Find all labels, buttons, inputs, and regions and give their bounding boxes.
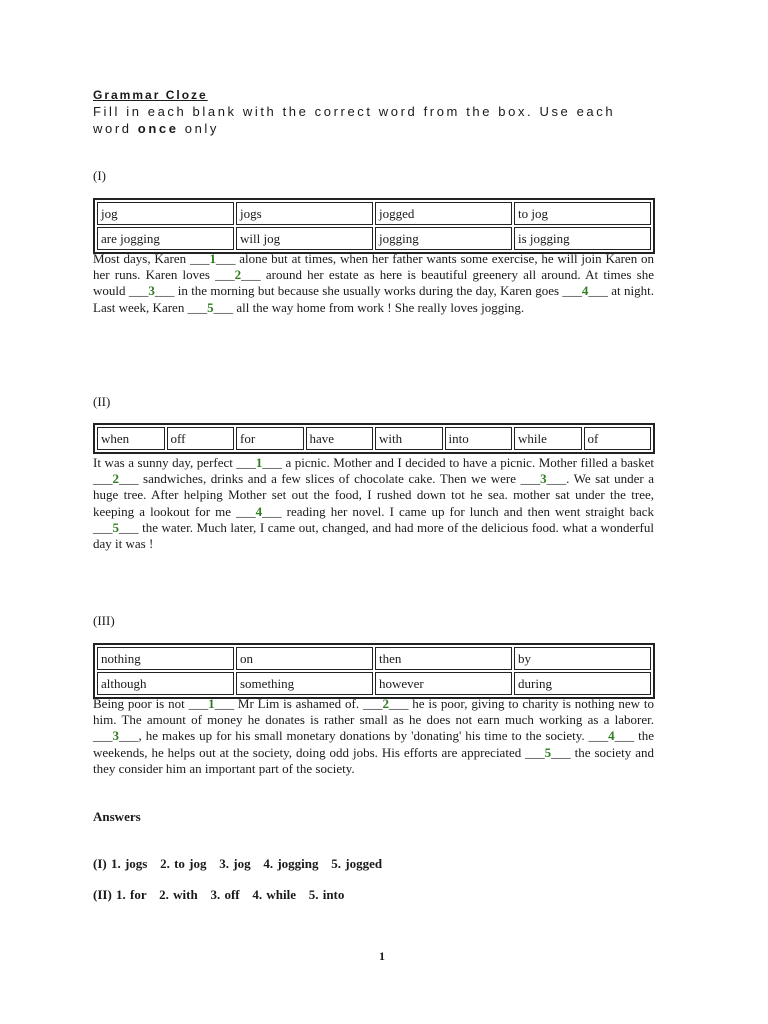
passage-text: alone but at times, when her father wants some exercise, he will join Karen on her runs. Karen loves xyxy=(93,251,654,283)
passage-text: around her estate as here is beautiful greenery all around. At times she would xyxy=(93,267,655,299)
word-box-2 xyxy=(93,423,655,454)
word-box-cell: jogs xyxy=(236,202,373,225)
cloze-passage-1 xyxy=(93,251,654,316)
cloze-passage-3 xyxy=(93,696,654,777)
blank: ___5___ xyxy=(187,299,234,315)
instructions-text-2: only xyxy=(178,121,220,136)
blank: ___3___ xyxy=(93,728,139,744)
section-label-1: (I) xyxy=(93,168,106,183)
word-box-3 xyxy=(93,643,655,699)
blank-number: 5 xyxy=(544,744,552,760)
answers-line-2: (II) 1. for 2. with 3. off 4. while 5. into xyxy=(93,887,345,902)
word-box-row xyxy=(97,672,651,695)
blank-number: 4 xyxy=(608,728,615,744)
instructions xyxy=(93,103,655,137)
blank: ___1___ xyxy=(189,251,236,266)
word-box-cell: during xyxy=(514,672,651,695)
answers-heading: Answers xyxy=(93,809,141,824)
blank-number: 3 xyxy=(540,471,547,487)
word-box-cell: are jogging xyxy=(97,227,234,250)
passage-text: It was a sunny day, perfect xyxy=(93,455,237,470)
word-box-cell: will jog xyxy=(236,227,373,250)
word-box-row xyxy=(97,227,651,250)
passage-text: all the way home from work ! She really loves jogging. xyxy=(233,299,525,315)
blank-number: 4 xyxy=(255,503,263,519)
word-box-cell: however xyxy=(375,672,512,695)
blank: ___5___ xyxy=(525,744,571,760)
answers-line-1: (I) 1. jogs 2. to jog 3. jog 4. jogging 5. jogged xyxy=(93,856,383,871)
passage-text: he is poor, giving to charity is nothing new to him. The amount of money he donates is rather small as he does not earn much working as a laborer. xyxy=(93,696,654,728)
blank-number: 1 xyxy=(209,251,216,266)
passage-text: the water. Much later, I came out, changed, and had more of the delicious food. what a wonderful day it was ! xyxy=(93,519,654,552)
blank-number: 3 xyxy=(148,283,155,299)
section-label-2: (II) xyxy=(93,394,111,409)
word-box-cell: jogged xyxy=(375,202,512,225)
word-box-row xyxy=(97,427,651,450)
word-box-cell: jogging xyxy=(375,227,512,250)
word-box-row xyxy=(97,647,651,670)
word-box-row xyxy=(97,202,651,225)
word-box-cell: to jog xyxy=(514,202,651,225)
cloze-passage-2 xyxy=(93,455,654,552)
word-box-cell: then xyxy=(375,647,512,670)
word-box-cell: off xyxy=(167,427,235,450)
blank: ___4___ xyxy=(562,283,608,299)
word-box-cell: nothing xyxy=(97,647,234,670)
passage-text: Being poor is not xyxy=(93,696,189,711)
blank: ___1___ xyxy=(236,455,282,470)
blank-number: 5 xyxy=(207,299,214,315)
instructions-text-1: Fill in each blank with the correct word from the box. Use each word xyxy=(93,104,616,136)
word-box-cell: with xyxy=(375,427,443,450)
instructions-emphasis: once xyxy=(137,121,179,136)
word-box-cell: when xyxy=(97,427,165,450)
word-box-cell: for xyxy=(236,427,304,450)
section-label-3: (III) xyxy=(93,613,115,628)
blank: ___3___ xyxy=(128,283,175,299)
word-box-cell: of xyxy=(584,427,652,450)
word-box-1 xyxy=(93,198,655,254)
word-box-cell: while xyxy=(514,427,582,450)
blank: ___3___ xyxy=(520,471,567,487)
blank-number: 3 xyxy=(112,728,119,744)
blank: ___2___ xyxy=(362,696,409,711)
blank: ___5___ xyxy=(93,519,139,535)
blank-number: 2 xyxy=(234,267,242,283)
word-box-cell: jog xyxy=(97,202,234,225)
word-box-cell: something xyxy=(236,672,373,695)
word-box-cell: into xyxy=(445,427,513,450)
passage-text: a picnic. Mother and I decided to have a picnic. Mother filled a basket xyxy=(281,455,655,470)
passage-text: in the morning but because she usually works during the day, Karen goes xyxy=(174,283,563,299)
word-box-cell: although xyxy=(97,672,234,695)
page-number: 1 xyxy=(379,949,385,963)
passage-text: , he makes up for his small monetary donations by 'donating' his time to the society. xyxy=(138,728,589,744)
blank: ___2___ xyxy=(215,267,261,283)
passage-text: Most days, Karen xyxy=(93,251,190,266)
passage-text: the society and they consider him an important part of the society. xyxy=(93,744,654,776)
blank: ___1___ xyxy=(188,696,235,711)
blank: ___4___ xyxy=(236,503,282,519)
blank-number: 2 xyxy=(112,471,119,487)
word-box-cell: is jogging xyxy=(514,227,651,250)
page-title: Grammar Cloze xyxy=(93,88,208,102)
passage-text: the weekends, he helps out at the society, doing odd jobs. His efforts are appreciated xyxy=(93,728,654,760)
passage-text: at night. Last week, Karen xyxy=(93,283,654,315)
blank-number: 4 xyxy=(581,283,589,299)
blank: ___4___ xyxy=(588,728,635,744)
blank-number: 1 xyxy=(255,455,263,470)
passage-text: sandwiches, drinks and a few slices of chocolate cake. Then we were xyxy=(138,471,521,487)
word-box-cell: have xyxy=(306,427,374,450)
passage-text: reading her novel. I came up for lunch and then went straight back xyxy=(281,503,654,519)
word-box-cell: on xyxy=(236,647,373,670)
blank-number: 1 xyxy=(208,696,215,711)
blank: ___2___ xyxy=(93,471,139,487)
blank-number: 2 xyxy=(382,696,389,711)
passage-text: . We sat under a huge tree. After helping Mother set out the food, I rushed down tot he sea. mother sat under the tree, keeping a lookout for me xyxy=(93,471,655,519)
word-box-cell: by xyxy=(514,647,651,670)
passage-text: Mr Lim is ashamed of. xyxy=(234,696,363,711)
blank-number: 5 xyxy=(112,519,119,535)
